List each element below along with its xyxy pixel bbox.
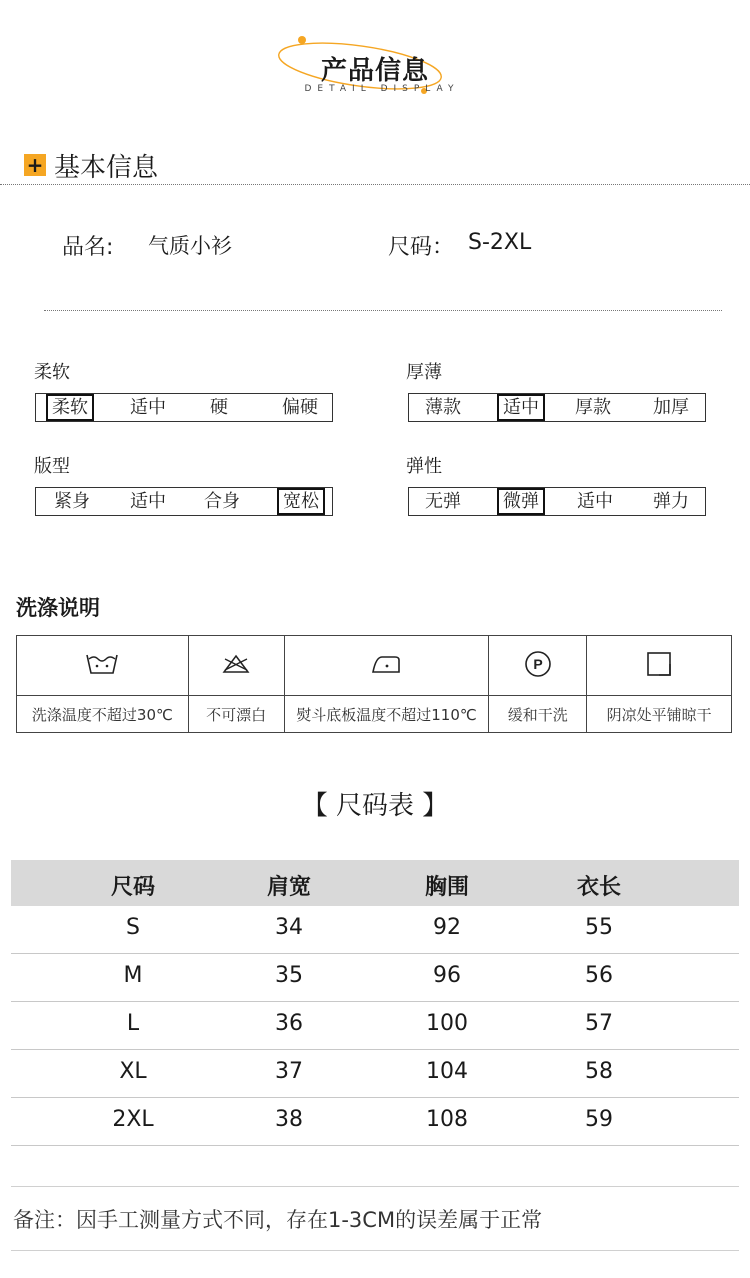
wash-tub-30-icon <box>85 651 119 677</box>
elasticity-title: 弹性 <box>406 456 442 477</box>
fit-title: 版型 <box>34 456 70 477</box>
size-table-header <box>11 860 739 906</box>
dry-clean-p-icon <box>523 649 553 679</box>
elasticity-option: 适中 <box>577 491 613 512</box>
name-value: 气质小衫 <box>148 234 232 258</box>
shade-dry-icon <box>645 650 673 678</box>
table-cell: S <box>126 915 140 940</box>
table-cell: 38 <box>275 1107 303 1132</box>
table-row <box>11 1050 739 1098</box>
measurement-note: 备注：因手工测量方式不同，存在1-3CM的误差属于正常 <box>13 1208 543 1232</box>
table-cell: XL <box>119 1059 147 1084</box>
wash-icon-cell <box>284 636 489 696</box>
softness-title: 柔软 <box>34 362 70 383</box>
divider <box>0 184 750 185</box>
table-cell: 34 <box>275 915 303 940</box>
softness-option: 偏硬 <box>282 397 318 418</box>
thickness-option: 加厚 <box>653 397 689 418</box>
elasticity-option: 微弹 <box>497 488 545 515</box>
table-cell: 100 <box>426 1011 468 1036</box>
page-title: 产品信息 <box>320 56 429 86</box>
basic-info-heading <box>24 148 158 182</box>
thickness-option: 薄款 <box>425 397 461 418</box>
thickness-option: 厚款 <box>575 397 611 418</box>
header-cell: 肩宽 <box>266 875 311 900</box>
fit-scale <box>35 487 333 516</box>
softness-option: 硬 <box>210 397 228 418</box>
table-cell: 59 <box>585 1107 613 1132</box>
basic-info-title: 基本信息 <box>54 152 159 183</box>
size-chart-title: 【 尺码表 】 <box>301 791 449 821</box>
wash-icon-cell <box>489 636 587 696</box>
wash-label: 阴凉处平铺晾干 <box>587 696 732 733</box>
table-row <box>11 1002 739 1050</box>
wash-icon-cell <box>587 636 732 696</box>
wash-title: 洗涤说明 <box>16 596 100 620</box>
table-cell: 108 <box>426 1107 468 1132</box>
softness-option: 适中 <box>130 397 166 418</box>
no-bleach-icon <box>221 653 251 675</box>
table-row <box>11 954 739 1002</box>
wash-icon-cell <box>188 636 284 696</box>
fit-option: 合身 <box>204 491 240 512</box>
table-cell: 96 <box>433 963 461 988</box>
size-label: 尺码： <box>388 235 455 260</box>
header-cell: 衣长 <box>576 875 621 900</box>
table-cell: M <box>123 963 143 988</box>
wash-label: 不可漂白 <box>188 696 284 733</box>
thickness-title: 厚薄 <box>406 362 442 383</box>
fit-option: 宽松 <box>277 488 325 515</box>
wash-icon-cell <box>17 636 189 696</box>
product-info-header <box>0 30 750 110</box>
softness-option: 柔软 <box>46 394 94 421</box>
table-cell: 104 <box>426 1059 468 1084</box>
elasticity-option: 弹力 <box>653 491 689 512</box>
table-cell: 56 <box>585 963 613 988</box>
wash-label: 熨斗底板温度不超过110℃ <box>284 696 489 733</box>
wash-label: 缓和干洗 <box>489 696 587 733</box>
table-cell: 35 <box>275 963 303 988</box>
thickness-option: 适中 <box>497 394 545 421</box>
page-subtitle: DETAIL DISPLAY <box>304 84 460 94</box>
table-cell: 57 <box>585 1011 613 1036</box>
fit-option: 紧身 <box>54 491 90 512</box>
fit-option: 适中 <box>130 491 166 512</box>
table-cell: 92 <box>433 915 461 940</box>
name-label: 品名: <box>62 235 114 260</box>
divider <box>11 1250 739 1251</box>
iron-icon <box>370 653 402 675</box>
header-cell: 胸围 <box>424 875 469 900</box>
table-cell: 2XL <box>112 1107 154 1132</box>
svg-text:P: P <box>533 655 543 672</box>
table-cell: 37 <box>275 1059 303 1084</box>
table-cell: L <box>126 1011 140 1036</box>
table-cell: 58 <box>585 1059 613 1084</box>
table-row <box>11 1098 739 1146</box>
elasticity-scale <box>408 487 706 516</box>
thickness-scale <box>408 393 706 422</box>
elasticity-option: 无弹 <box>425 491 461 512</box>
size-value: S-2XL <box>468 230 532 255</box>
plus-icon: + <box>24 154 46 176</box>
wash-table <box>16 635 732 733</box>
divider <box>44 310 722 311</box>
table-row <box>11 906 739 954</box>
table-cell: 55 <box>585 915 613 940</box>
wash-label: 洗涤温度不超过30℃ <box>17 696 189 733</box>
divider <box>11 1186 739 1187</box>
header-cell: 尺码 <box>110 875 155 900</box>
softness-scale <box>35 393 333 422</box>
size-table <box>11 860 739 1146</box>
table-cell: 36 <box>275 1011 303 1036</box>
